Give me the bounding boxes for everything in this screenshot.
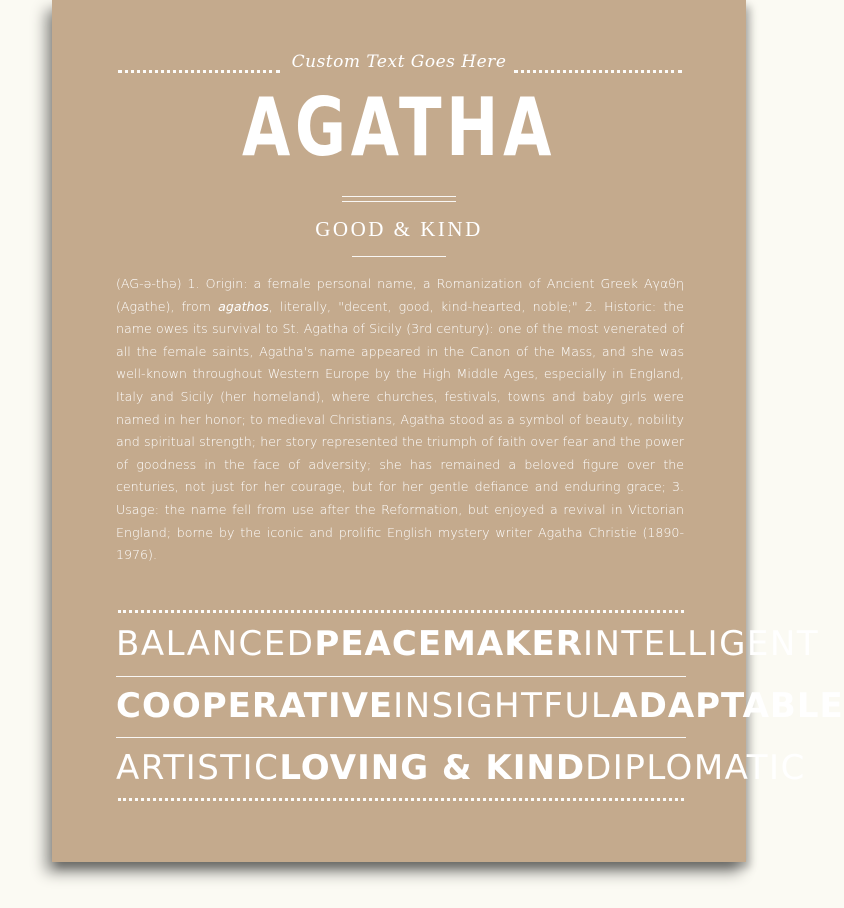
trait-word: INSIGHTFUL <box>393 686 612 726</box>
trait-word: ADAPTABLE <box>611 686 844 726</box>
custom-text: Custom Text Goes Here <box>291 52 507 72</box>
trait-word: INTELLIGENT <box>582 624 820 664</box>
trait-word: ARTISTIC <box>116 748 280 788</box>
poster-name-title: AGATHA <box>241 81 557 174</box>
trait-row-3 <box>116 748 806 788</box>
trait-word: DIPLOMATIC <box>585 748 806 788</box>
pronunciation: (AG-ə-thə) <box>116 276 182 291</box>
trait-row-1 <box>116 624 820 664</box>
definition-text-part1: 1. Origin: a female personal name, a Romanization of Ancient Greek Αγαθη (Agathe), from <box>116 276 684 314</box>
traits-top-dotted-divider <box>118 610 684 613</box>
trait-row-divider-2 <box>116 737 686 738</box>
trait-word: COOPERATIVE <box>116 686 394 726</box>
traits-bottom-dotted-divider <box>118 798 684 801</box>
meaning-underline <box>352 256 446 257</box>
name-meaning: GOOD & KIND <box>315 217 483 241</box>
trait-word: PEACEMAKER <box>314 624 583 664</box>
name-poster <box>52 0 844 862</box>
top-right-dotted-divider <box>514 70 682 73</box>
name-underline-2 <box>342 201 456 202</box>
name-underline-1 <box>342 196 456 197</box>
trait-row-2 <box>116 686 844 726</box>
trait-word: BALANCED <box>116 624 315 664</box>
name-definition <box>116 273 684 567</box>
trait-row-divider-1 <box>116 676 686 677</box>
definition-text-part2: , literally, "decent, good, kind-hearted, noble;" 2. Historic: the name owes its survival to St. Agatha of Sicily (3rd century): one of the most venerated of all the female saints, Agatha's name appeared in the Canon of the Mass, and she was well-known throughout Western Europe by the High Middle Ages, especially in England, Italy and Sicily (her homeland), where churches, festivals, towns and baby girls were named in her honor; to medieval Christians, Agatha stood as a symbol of beauty, nobility and spiritual strength; her story represented the triumph of faith over fear and the power of goodness in the face of adversity; she has remained a beloved figure over the centuries, not just for her courage, but for her gentle defiance and enduring grace; 3. Usage: the name fell from use after the Reformation, but enjoyed a revival in Victorian England; borne by the iconic and prolific English mystery writer Agatha Christie (1890-1976). <box>116 298 684 563</box>
trait-word: LOVING & KIND <box>279 748 586 788</box>
definition-italic-word: agathos <box>218 298 269 314</box>
